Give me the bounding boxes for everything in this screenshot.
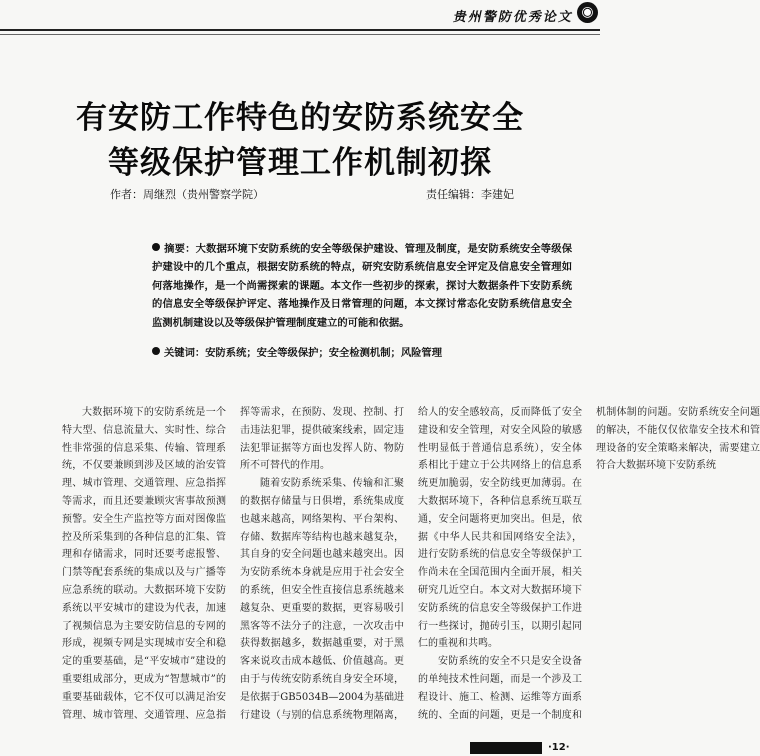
body-paragraph: 随着安防系统采集、传输和汇聚的数据存储量与日俱增，系统集成度也越来越高，网络架构、平台架构、存储、数据库等结构也越来越复杂，其自身的安全问题也越来越突出。因为安防系统本身就是应用于社会安全的系统，但安全性直接信息系统越来越复杂、更重要的数据，更容易吸引黑客等不法分子的注意，一次攻击中获得数据越多，数据越重要，对于黑客来说攻击成本越低、价值越高。更由于与传统安防系统自身安全环境，是依据于GB5034B—2004为基础进行建设（与别的信息系统物理隔离，给人的安全感较高，反而降低了安全建设和安全管理，对安全风险的敏感性明显低于普通信息系统），安全体系相比于建立于公共网络上的信息系统更加脆弱，安全防线更加薄弱。在大数据环境下，各种信息系统互联互通，安全问题将更加突出。但是，依据《中华人民共和国网络安全法》，进行安防系统的信息安全等级保护工作尚未在全国范围内全面开展，相关研究几近空白。本文对大数据环境下安防系统的信息安全等级保护工作进行一些探讨，抛砖引玉，以期引起同仁的重视和共鸣。 [240, 407, 582, 721]
keywords-block [152, 346, 572, 360]
abstract-block [152, 240, 572, 332]
journal-header-label: 贵州警防优秀论文 [451, 10, 576, 25]
author-byline: 作者：周继烈（贵州警察学院） [110, 188, 264, 201]
header-divider [0, 29, 600, 35]
article-title-line-1: 有安防工作特色的安防系统安全 [76, 100, 524, 136]
article-body [62, 404, 760, 740]
article-title-line-2: 等级保护管理工作机制初探 [108, 145, 492, 181]
keywords-label: 关键词： [164, 347, 206, 359]
footer-bar [470, 742, 542, 754]
editor-byline: 责任编辑：李建妃 [426, 188, 514, 201]
journal-emblem-icon: ◉ [577, 2, 598, 23]
body-paragraph: 安防系统的安全不只是安全设备的单纯技术性问题，而是一个涉及工程设计、施工、检测、运维等方面系统的、全面的问题，更是一个制度和机制体制的问题。安防系统安全问题的解决，不能仅仅依靠安全技术和管理设备的安全策略来解决，需要建立符合大数据环境下安防系统 [418, 407, 760, 721]
keywords-bullet-icon [152, 347, 160, 355]
abstract-text: 大数据环境下安防系统的安全等级保护建设、管理及制度，是安防系统安全等级保护建设中的几个重点，根据安防系统的特点，研究安防系统信息安全评定及信息安全管理如何落地操作，是一个尚需探索的课题。本文作一些初步的探索，探讨大数据条件下安防系统的信息安全等级保护评定、落地操作及日常管理的问题，本文探讨常态化安防系统信息安全监测机制建设以及等级保护管理制度建立的可能和依据。 [152, 243, 573, 329]
keywords-text: 安防系统；安全等级保护；安全检测机制；风险管理 [205, 347, 443, 359]
body-paragraph: 大数据环境下的安防系统是一个特大型、信息流量大、实时性、综合性非常强的信息采集、传输、管理系统，不仅要兼顾到涉及区域的治安管理、城市管理、交通管理、应急指挥等需求，而且还要兼顾灾害事故预测预警。安全生产监控等方面对图像监控及所采集到的各种信息的汇集、管理和存储需求，同时还要考虑报警、门禁等配套系统的集成以及与广播等应急系统的联动。大数据环境下安防系统以平安城市的建设为代表，加速了视频信息为主要安防信息的专网的形成，视频专网是实现城市安全和稳定的重要基础，是“平安城市”建设的重要组成部分，更成为“智慧城市”的重要基础载体，它不仅可以满足治安管理、城市管理、交通管理、应急指挥等需求，在预防、发现、控制、打击违法犯罪，提供破案线索，固定违法犯罪证据等方面也发挥人防、物防所不可替代的作用。 [62, 407, 404, 721]
abstract-label: 摘要： [164, 243, 196, 255]
page-number: ·12· [548, 742, 570, 753]
abstract-bullet-icon [152, 243, 160, 251]
